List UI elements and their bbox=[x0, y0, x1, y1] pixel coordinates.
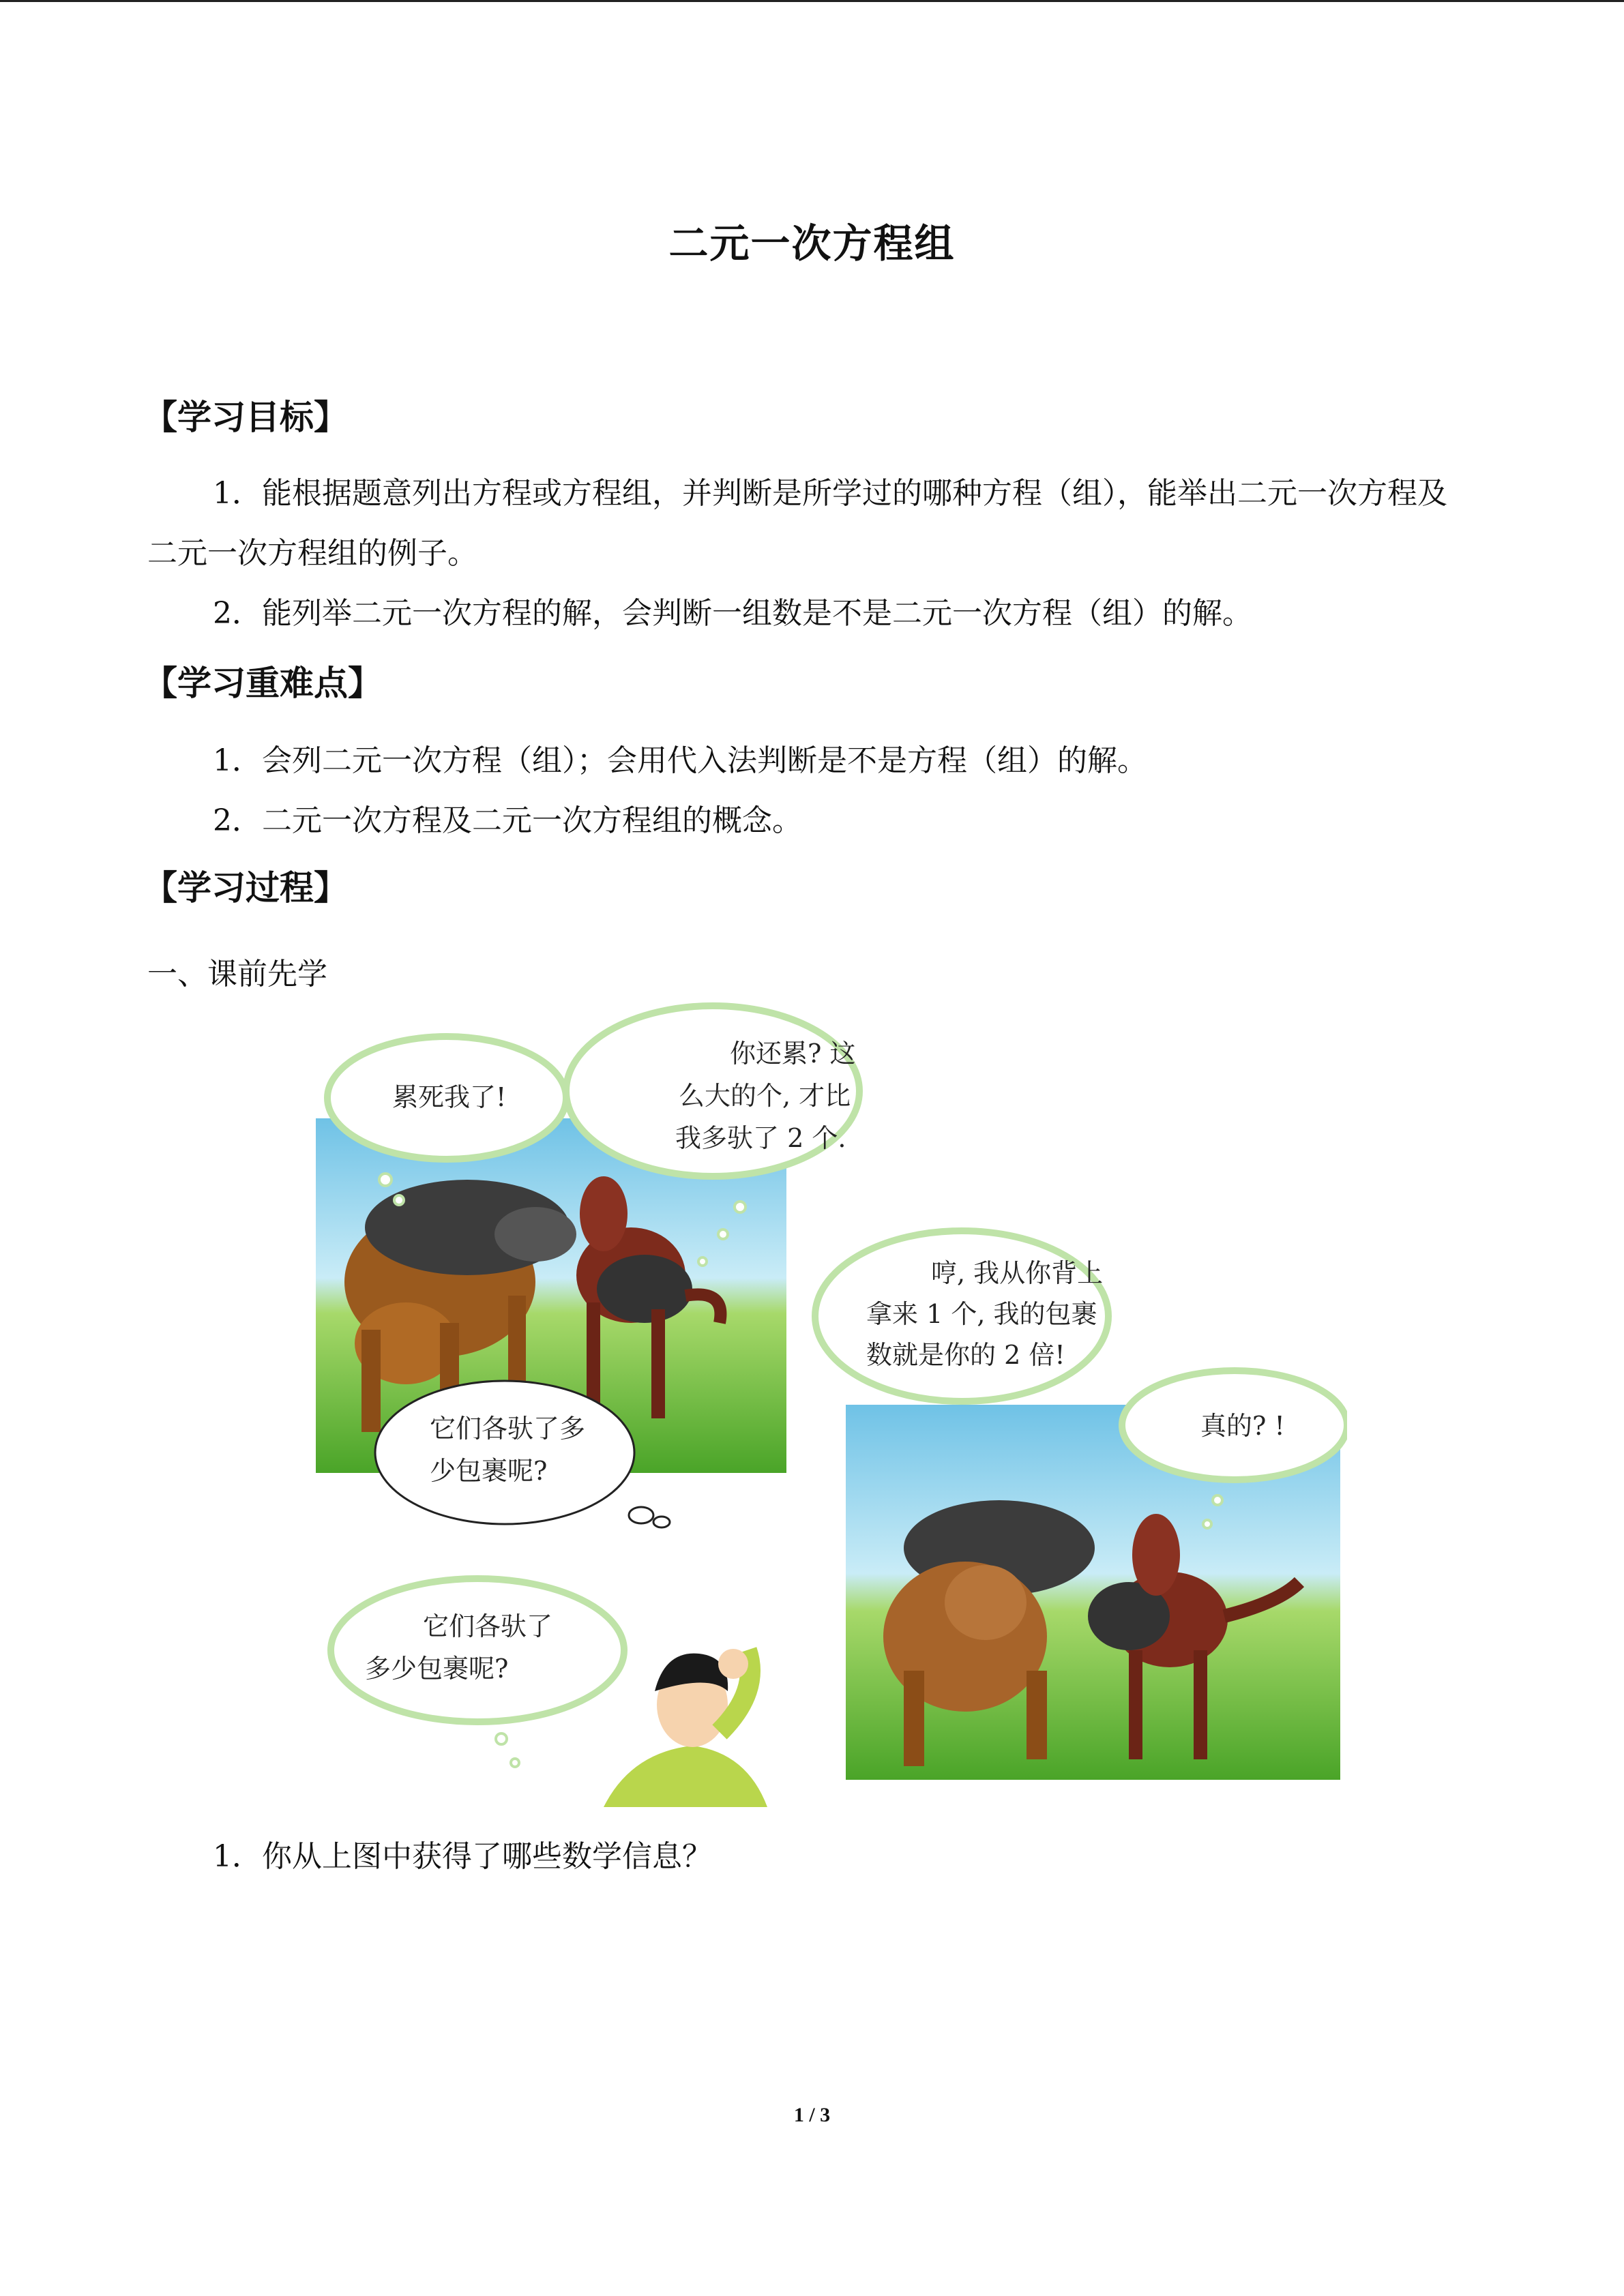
section-heading-process: 【学习过程】 bbox=[143, 867, 348, 908]
bubble-ox-reply-line-1: 哼, 我从你背上 bbox=[931, 1258, 1104, 1288]
page-number: 1 / 3 bbox=[793, 2104, 831, 2126]
goal-item-2: 2．能列举二元一次方程的解，会判断一组数是不是二元一次方程（组）的解。 bbox=[213, 596, 1252, 631]
section-heading-key-points: 【学习重难点】 bbox=[143, 663, 382, 703]
question-1: 1．你从上图中获得了哪些数学信息？ bbox=[213, 1839, 712, 1874]
bubble-horse-surprise-text: 真的? ! bbox=[1200, 1411, 1285, 1441]
bubble-ox-reply-line-2: 拿来 1 个, 我的包裹 bbox=[866, 1299, 1097, 1329]
section-heading-goals: 【学习目标】 bbox=[143, 397, 348, 437]
bubble-observer-line-1: 它们各驮了多 bbox=[430, 1414, 586, 1444]
comic-illustration bbox=[310, 1002, 1347, 1807]
key-point-item-2: 2．二元一次方程及二元一次方程组的概念。 bbox=[213, 803, 802, 838]
bubble-horse-reply-line-1: 你还累? 这 bbox=[730, 1039, 856, 1069]
bubble-horse-reply-line-3: 我多驮了 2 个. bbox=[675, 1123, 846, 1153]
key-point-item-1: 1．会列二元一次方程（组）；会用代入法判断是不是方程（组）的解。 bbox=[213, 743, 1147, 778]
boy-figure bbox=[604, 1649, 767, 1807]
subsection-heading-preview: 一、课前先学 bbox=[147, 957, 327, 992]
speech-bubble-boy bbox=[331, 1579, 624, 1767]
page-title: 二元一次方程组 bbox=[668, 220, 956, 267]
bubble-ox-reply-line-3: 数就是你的 2 倍! bbox=[866, 1340, 1065, 1370]
top-rule bbox=[0, 0, 1624, 2]
goal-item-1: 1．能根据题意列出方程或方程组，并判断是所学过的哪种方程（组），能举出二元一次方程及二元一次方程组的例子。 bbox=[147, 476, 1447, 571]
bubble-boy-line-1: 它们各驮了 bbox=[423, 1611, 553, 1641]
bubble-observer-line-2: 少包裹呢? bbox=[430, 1456, 548, 1486]
bubble-ox-tired-text: 累死我了! bbox=[392, 1082, 507, 1112]
bubble-horse-reply-line-2: 么大的个, 才比 bbox=[679, 1081, 851, 1111]
bubble-boy-line-2: 多少包裹呢? bbox=[365, 1654, 509, 1684]
